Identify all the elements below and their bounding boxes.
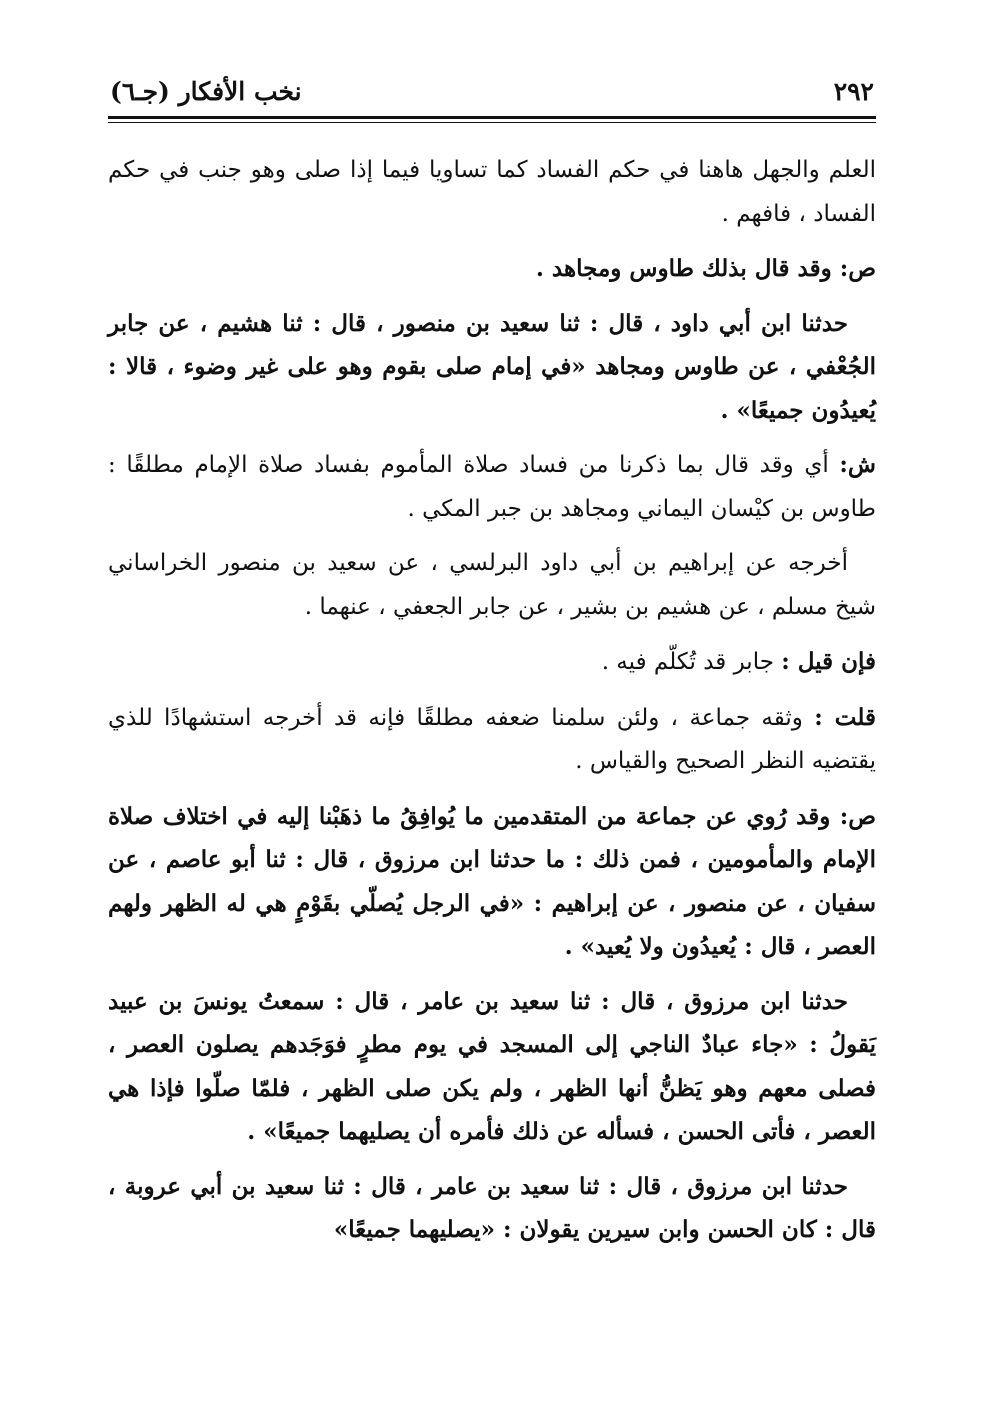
paragraph-2-sad xyxy=(108,247,876,291)
body-text xyxy=(108,149,876,1252)
paragraph-text: أي وقد قال بما ذكرنا من فساد صلاة المأموم بفساد صلاة الإمام مطلقًا : طاوس بن كيْسان اليماني ومجاهد بن جبر المكي . xyxy=(108,452,876,522)
paragraph-10-hadith xyxy=(108,1165,876,1252)
reply-marker: قلت : xyxy=(814,703,876,731)
paragraph-9-hadith xyxy=(108,980,876,1154)
paragraph-3-hadith xyxy=(108,302,876,433)
objection-marker: فإن قيل : xyxy=(781,648,876,675)
paragraph-8-sad xyxy=(108,795,876,969)
paragraph-text: حدثنا ابن مرزوق ، قال : ثنا سعيد بن عامر ، قال : ثنا سعيد بن أبي عروبة ، قال : كان الحسن وابن سيرين يقولان : «يصليهما جميعًا» xyxy=(108,1172,876,1243)
book-page xyxy=(108,62,876,1263)
paragraph-text: حدثنا ابن أبي داود ، قال : ثنا سعيد بن منصور ، قال : ثنا هشيم ، عن جابر الجُعْفي ، عن طاوس ومجاهد «في إمام صلى بقوم وهو على غير وضوء ، قالا : يُعيدُون جميعًا» . xyxy=(108,309,876,424)
shin-marker: ش: xyxy=(839,451,876,478)
paragraph-text: حدثنا ابن مرزوق ، قال : ثنا سعيد بن عامر ، قال : سمعتُ يونسَ بن عبيد يَقولُ : «جاء عبادٌ الناجي إلى المسجد في يوم مطرٍ فوَجَدهم يصلون العصر ، فصلى معهم وهو يَظنُّ أنها الظهر ، ولم يكن صلى الظهر ، فلمّا صلّوا فإذا هي العصر ، فأتى الحسن ، فسأله عن ذلك فأمره أن يصليهما جميعًا» . xyxy=(108,987,876,1145)
paragraph-5 xyxy=(108,542,876,629)
paragraph-4-shin xyxy=(108,443,876,531)
paragraph-text: وقد قال بذلك طاوس ومجاهد . xyxy=(535,255,840,282)
page-number: ٢٩٢ xyxy=(833,77,874,106)
running-header xyxy=(108,62,876,106)
paragraph-1 xyxy=(108,149,876,236)
paragraph-text: جابر قد تُكلّم فيه . xyxy=(601,649,782,675)
paragraph-text: وقد رُوي عن جماعة من المتقدمين ما يُوافِقُ ما ذهَبْنا إليه في اختلاف صلاة الإمام والمأمومين ، فمن ذلك : ما حدثنا ابن مرزوق ، قال : ثنا أبو عاصم ، عن سفيان ، عن منصور ، عن إبراهيم : «في الرجل يُصلّي بقَوْمٍ هي له الظهر ولهم العصر ، قال : يُعيدُون ولا يُعيد» . xyxy=(108,802,876,960)
running-title: نخب الأفكار (جـ٦) xyxy=(110,77,302,106)
paragraph-text: أخرجه عن إبراهيم بن أبي داود البرلسي ، عن سعيد بن منصور الخراساني شيخ مسلم ، عن هشيم بن بشير ، عن جابر الجعفي ، عنهما . xyxy=(108,550,876,620)
paragraph-7-reply xyxy=(108,696,876,784)
sad-marker: ص: xyxy=(839,802,876,830)
paragraph-text: وثقه جماعة ، ولئن سلمنا ضعفه مطلقًا فإنه قد أخرجه استشهادًا للذي يقتضيه النظر الصحيح والقياس . xyxy=(108,704,876,774)
sad-marker: ص: xyxy=(839,255,876,282)
header-rule xyxy=(108,116,876,123)
paragraph-text: العلم والجهل هاهنا في حكم الفساد كما تساويا فيما إذا صلى وهو جنب في حكم الفساد ، فافهم . xyxy=(108,157,876,227)
paragraph-6-objection xyxy=(108,640,876,685)
